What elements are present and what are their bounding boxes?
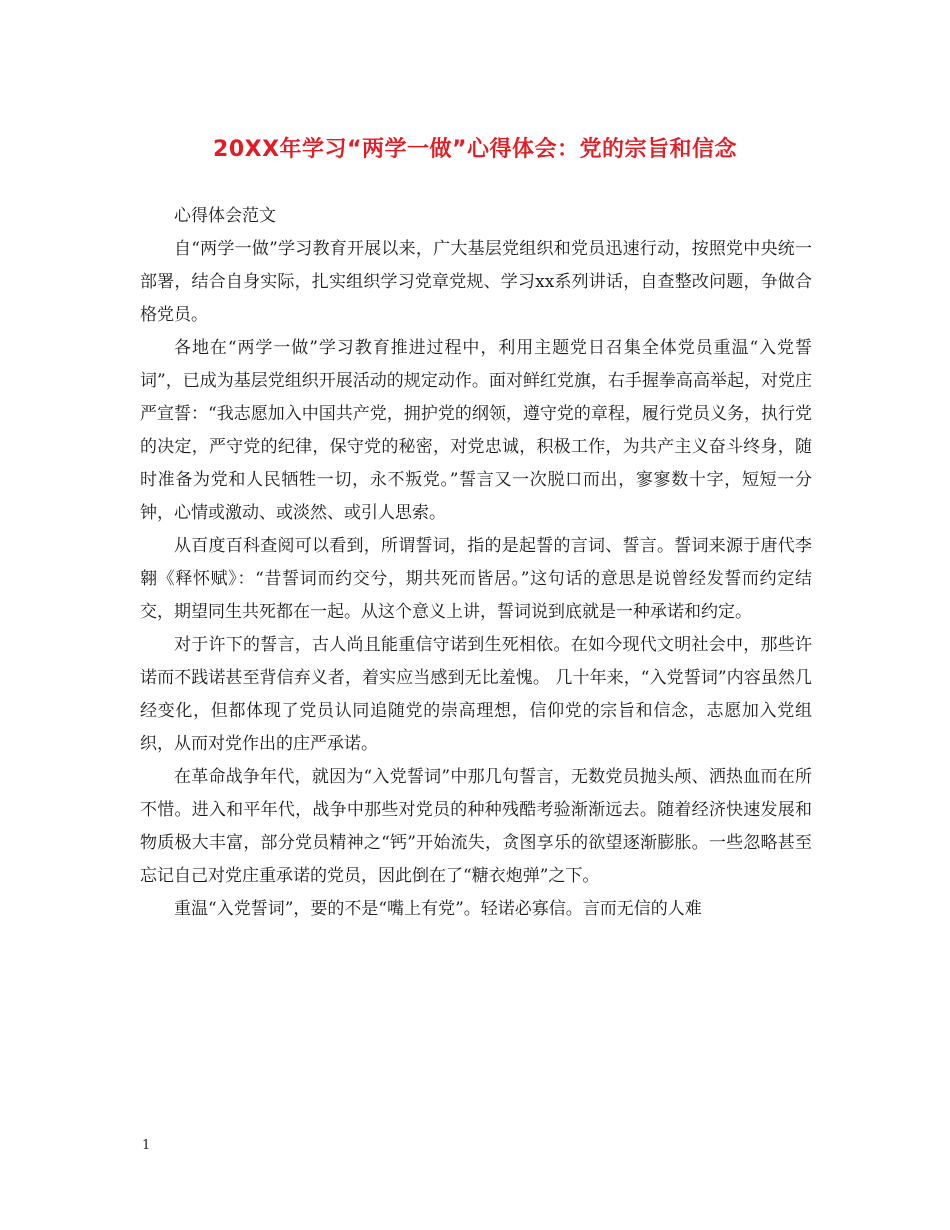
- page-number: 1: [142, 1138, 151, 1153]
- paragraph: 自“两学一做”学习教育开展以来，广大基层党组织和党员迅速行动，按照党中央统一部署，结合自身实际，扎实组织学习党章党规、学习xx系列讲话，自查整改问题，争做合格党员。: [140, 239, 812, 325]
- paragraph: 在革命战争年代，就因为“入党誓词”中那几句誓言，无数党员抛头颅、洒热血而在所不惜。进入和平年代，战争中那些对党员的种种残酷考验渐渐远去。随着经济快速发展和物质极大丰富，部分党员精神之“钙”开始流失，贪图享乐的欲望逐渐膨胀。一些忽略甚至忘记自己对党庄重承诺的党员，因此倒在了“糖衣炮弹”之下。: [140, 767, 812, 886]
- paragraph: 重温“入党誓词”，要的不是“嘴上有党”。轻诺必寡信。言而无信的人难: [174, 899, 702, 919]
- paragraph-subtitle: 心得体会范文: [174, 206, 276, 226]
- document-body: [140, 200, 812, 926]
- paragraph: 从百度百科查阅可以看到，所谓誓词，指的是起誓的言词、誓言。誓词来源于唐代李翱《释怀赋》：“昔誓词而约交兮，期共死而皆居。”这句话的意思是说曾经发誓而约定结交，期望同生共死都在一起。从这个意义上讲，誓词说到底就是一种承诺和约定。: [140, 536, 812, 622]
- paragraph: 各地在“两学一做”学习教育推进过程中，利用主题党日召集全体党员重温“入党誓词”，已成为基层党组织开展活动的规定动作。面对鲜红党旗，右手握拳高高举起，对党庄严宣誓：“我志愿加入中国共产党，拥护党的纲领，遵守党的章程，履行党员义务，执行党的决定，严守党的纪律，保守党的秘密，对党忠诚，积极工作，为共产主义奋斗终身，随时准备为党和人民牺牲一切，永不叛党。”誓言又一次脱口而出，寥寥数十字，短短一分钟，心情或激动、或淡然、或引人思索。: [140, 338, 812, 523]
- paragraph: 对于许下的誓言，古人尚且能重信守诺到生死相依。在如今现代文明社会中，那些许诺而不践诺甚至背信弃义者，着实应当感到无比羞愧。 几十年来，“入党誓词”内容虽然几经变化，但都体现了党员认同追随党的崇高理想，信仰党的宗旨和信念，志愿加入党组织，从而对党作出的庄严承诺。: [140, 635, 812, 754]
- document-title: 20XX年学习“两学一做”心得体会：党的宗旨和信念: [213, 137, 737, 162]
